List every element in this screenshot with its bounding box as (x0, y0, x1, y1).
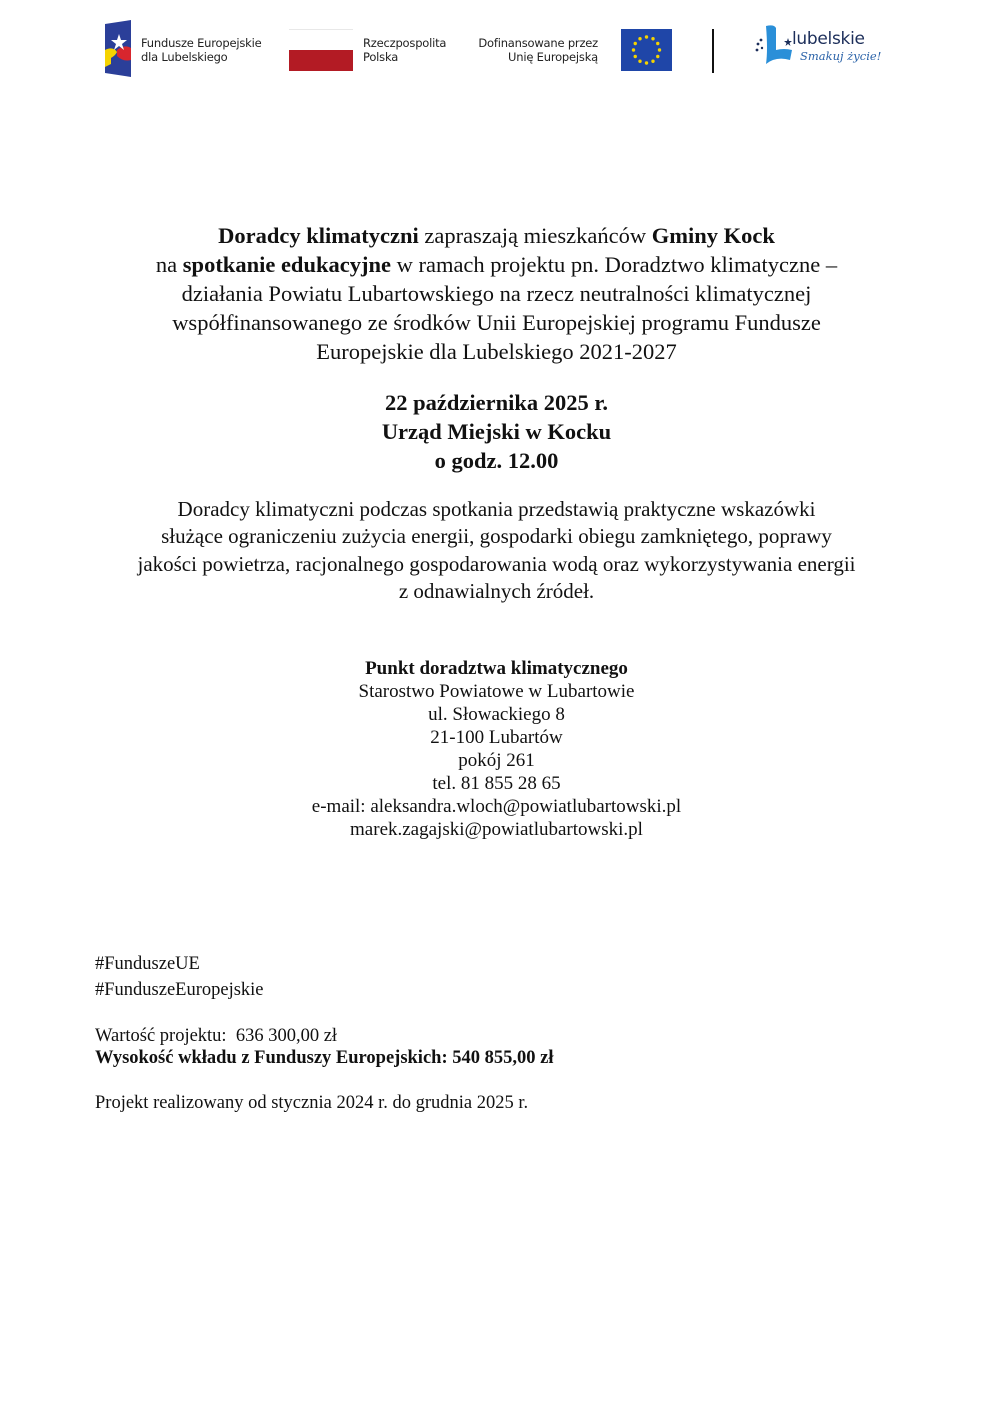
eu-star-icon (632, 48, 635, 51)
eu-star-icon (634, 55, 637, 58)
logo-bar (90, 4, 893, 88)
description-line: jakości powietrza, racjonalnego gospodarowania wodą oraz wykorzystywania energii (137, 551, 856, 576)
intro-bold-municipality: Gminy Kock (651, 223, 775, 248)
intro-bold-advisors: Doradcy klimatyczni (218, 223, 419, 248)
contact-office: Starostwo Powiatowe w Lubartowie (358, 681, 635, 702)
intro-line-5: Europejskie dla Lubelskiego 2021-2027 (316, 339, 677, 364)
hashtag: #FunduszeEuropejskie (95, 980, 264, 1000)
polish-flag-white-stripe (289, 29, 353, 30)
event-date: 22 października 2025 r. (385, 390, 608, 415)
fundusze-europejskie-logo (101, 20, 271, 80)
contact-block (196, 657, 797, 841)
fe-logo-line1: Fundusze Europejskie (141, 36, 262, 50)
intro-line-4: współfinansowanego ze środków Unii Europejskiej programu Fundusze (172, 310, 821, 335)
lubelskie-logo (754, 24, 894, 74)
intro-bold-meeting: spotkanie edukacyjne (182, 252, 391, 277)
eu-star-icon (634, 42, 637, 45)
project-value: Wartość projektu: 636 300,00 zł (95, 1026, 338, 1046)
intro-line2-pre: na (155, 252, 183, 277)
contact-phone: tel. 81 855 28 65 (432, 773, 561, 794)
contact-street: ul. Słowackiego 8 (428, 704, 565, 725)
eu-logo-text (478, 36, 598, 64)
lubelskie-l-logo-icon (754, 24, 794, 68)
eu-cofinanced-logo (474, 26, 674, 76)
fe-logo-line2: dla Lubelskiego (141, 50, 228, 64)
eu-flag-icon (621, 29, 672, 71)
eu-star-icon (651, 37, 654, 40)
intro-line2-post: w ramach projektu pn. Doradztwo klimatyczne – (390, 252, 838, 277)
rp-logo-line1: Rzeczpospolita (363, 36, 447, 50)
rp-logo-text (363, 36, 446, 64)
rzeczpospolita-polska-logo (289, 26, 459, 76)
contact-room: pokój 261 (458, 750, 535, 771)
logo-divider (712, 29, 714, 73)
event-details (96, 388, 897, 475)
intro-line1-mid: zapraszają mieszkańców (418, 223, 652, 248)
polish-flag-icon (289, 50, 353, 71)
eu-star-icon (645, 61, 648, 64)
description-line: Doradcy klimatyczni podczas spotkania przedstawią praktyczne wskazówki (177, 497, 816, 521)
fe-star-logo-icon (101, 20, 133, 77)
eu-logo-line2: Unię Europejską (508, 50, 598, 64)
event-time: o godz. 12.00 (434, 448, 559, 473)
invitation-intro (96, 221, 897, 366)
project-period: Projekt realizowany od stycznia 2024 r. do grudnia 2025 r. (95, 1093, 529, 1113)
eu-star-icon (645, 35, 648, 38)
eu-star-icon (656, 55, 659, 58)
eu-contribution: Wysokość wkładu z Funduszy Europejskich: 540 855,00 zł (95, 1048, 554, 1068)
eu-star-icon (638, 37, 641, 40)
contact-title: Punkt doradztwa klimatycznego (365, 658, 628, 679)
event-place: Urząd Miejski w Kocku (381, 419, 612, 444)
contact-email-1[interactable]: e-mail: aleksandra.wloch@powiatlubartowski.pl (311, 796, 682, 817)
rp-logo-line2: Polska (363, 50, 399, 64)
event-description (90, 496, 903, 605)
eu-star-icon (656, 42, 659, 45)
eu-star-icon (638, 60, 641, 63)
eu-logo-line1: Dofinansowane przez (478, 36, 598, 50)
eu-star-icon (651, 60, 654, 63)
lubelskie-logo-name: lubelskie (792, 29, 865, 49)
hashtag: #FunduszeUE (95, 954, 200, 974)
project-footer (95, 951, 795, 1116)
eu-star-icon (658, 48, 661, 51)
description-line: z odnawialnych źródeł. (398, 578, 595, 603)
intro-line-2 (96, 250, 897, 279)
fe-logo-text (141, 36, 261, 64)
intro-line-1 (96, 221, 897, 250)
intro-line-3: działania Powiatu Lubartowskiego na rzecz neutralności klimatycznej (181, 281, 812, 306)
contact-city: 21-100 Lubartów (430, 727, 563, 748)
contact-email-2[interactable]: marek.zagajski@powiatlubartowski.pl (350, 819, 643, 840)
lubelskie-logo-slogan: Smakuj życie! (800, 49, 882, 63)
description-line: służące ograniczeniu zużycia energii, gospodarki obiegu zamkniętego, poprawy (161, 524, 832, 549)
spacer (95, 1069, 795, 1090)
spacer (95, 1003, 795, 1025)
